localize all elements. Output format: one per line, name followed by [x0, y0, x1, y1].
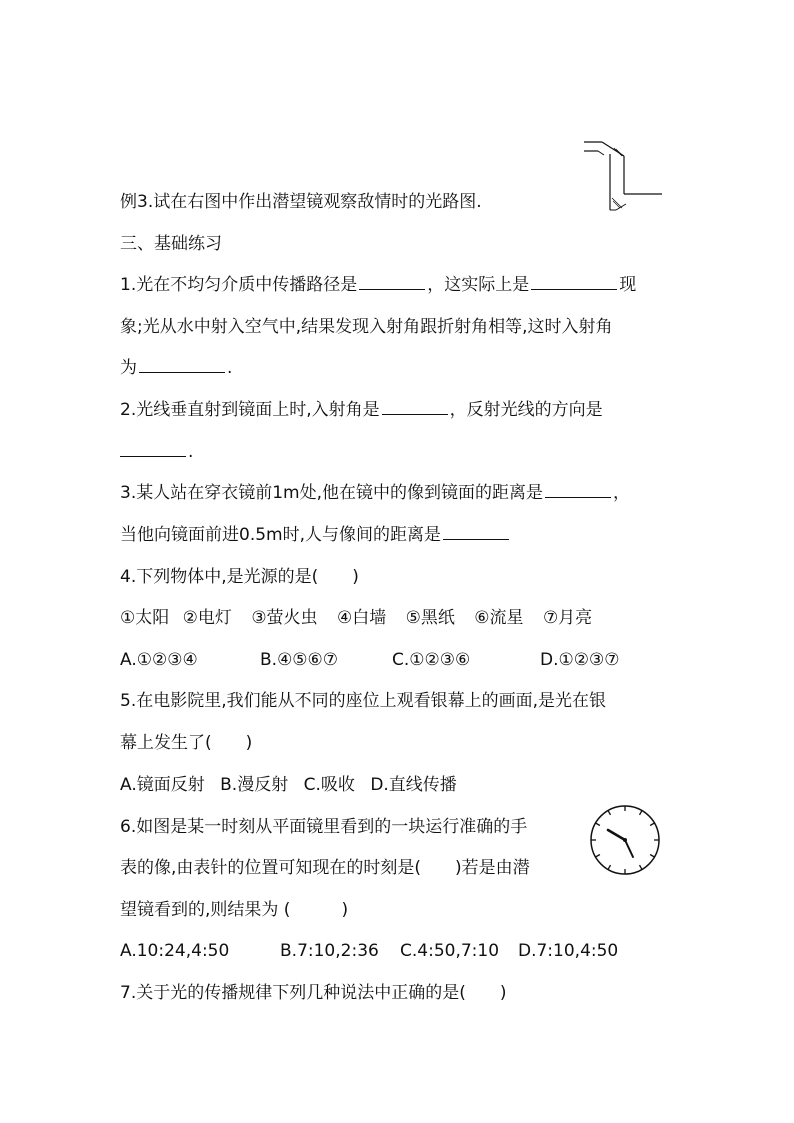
q3-text-2: ，	[613, 483, 630, 503]
q6-line-1: 6.如图是某一时刻从平面镜里看到的一块运行准确的手	[120, 817, 528, 837]
q2-text-3: .	[188, 442, 194, 462]
q3-text-1: 3.某人站在穿衣镜前1m处,他在镜中的像到镜面的距离是	[120, 483, 543, 503]
q1-line-3	[120, 357, 232, 379]
clock-tick	[650, 855, 654, 858]
q4-items	[120, 607, 592, 629]
clock-tick	[596, 823, 600, 826]
q1-blank-1[interactable]	[359, 274, 425, 290]
q1-text-3: 现	[619, 275, 637, 295]
q6-option-d[interactable]: D.7:10,4:50	[518, 941, 619, 961]
clock-icon	[588, 803, 662, 877]
q1-line-2: 象;光从水中射入空气中,结果发现入射角跟折射角相等,这时入射角	[120, 317, 613, 337]
q2-text-1: 2.光线垂直射到镜面上时,入射角是	[120, 400, 380, 420]
q5-option-c[interactable]: C.吸收	[303, 775, 355, 795]
q1-text-1: 1.光在不均匀介质中传播路径是	[120, 275, 358, 295]
q1-blank-2[interactable]	[531, 274, 617, 290]
q4-item: ①太阳	[120, 608, 170, 628]
q5-option-d[interactable]: D.直线传播	[370, 775, 457, 795]
q4-item: ⑥流星	[474, 608, 524, 628]
q7-line-1: 7.关于光的传播规律下列几种说法中正确的是( )	[120, 983, 507, 1003]
q3-blank-2[interactable]	[443, 524, 509, 540]
q2-text-2: ，反射光线的方向是	[449, 400, 603, 420]
q5-line-1: 5.在电影院里,我们能从不同的座位上观看银幕上的画面,是光在银	[120, 691, 607, 711]
q4-item: ③萤火虫	[251, 608, 318, 628]
q4-item: ②电灯	[182, 608, 232, 628]
periscope-figure	[582, 140, 664, 214]
q5-option-a[interactable]: A.镜面反射	[120, 775, 205, 795]
q6-line-3: 望镜看到的,则结果为 ( )	[120, 900, 349, 920]
q5-option-b[interactable]: B.漫反射	[220, 775, 289, 795]
q4-item: ⑦月亮	[542, 608, 593, 628]
q1-blank-3[interactable]	[139, 357, 225, 373]
section-heading: 三、基础练习	[120, 234, 222, 254]
q3-text-3: 当他向镜面前进0.5m时,人与像间的距离是	[120, 525, 441, 545]
q1-text-4: 为	[120, 358, 137, 378]
q4-option-a[interactable]: A.①②③④	[120, 650, 198, 670]
clock-tick	[650, 823, 654, 826]
q6-option-b[interactable]: B.7:10,2:36	[280, 941, 379, 961]
clock-tick	[596, 855, 600, 858]
q4-item: ④白墙	[336, 608, 387, 628]
q5-line-2: 幕上发生了( )	[120, 733, 253, 753]
q5-options	[120, 774, 457, 796]
q2-blank-2[interactable]	[120, 441, 186, 457]
q1-text-2: ，这实际上是	[427, 275, 530, 295]
clock-tick	[608, 865, 611, 869]
clock-tick	[608, 811, 611, 815]
q4-item: ⑤黑纸	[405, 608, 455, 628]
clock-tick	[640, 811, 643, 815]
q1-text-5: .	[227, 358, 233, 378]
q2-line-2	[120, 441, 193, 463]
q3-line-1	[120, 482, 630, 504]
q4-option-d[interactable]: D.①②③⑦	[540, 650, 620, 670]
q4-question: 4.下列物体中,是光源的是( )	[120, 567, 359, 587]
q3-blank-1[interactable]	[545, 482, 611, 498]
clock-tick	[640, 865, 643, 869]
q1-line-1	[120, 274, 636, 296]
q2-blank-1[interactable]	[382, 399, 448, 415]
example-3: 例3.试在右图中作出潜望镜观察敌情时的光路图.	[120, 192, 482, 212]
q6-line-2: 表的像,由表针的位置可知现在的时刻是( )若是由潜	[120, 858, 530, 878]
q3-line-2	[120, 524, 511, 546]
q6-option-c[interactable]: C.4:50,7:10	[400, 941, 500, 961]
q4-option-c[interactable]: C.①②③⑥	[392, 650, 471, 670]
q4-option-b[interactable]: B.④⑤⑥⑦	[260, 650, 339, 670]
q2-line-1	[120, 399, 603, 421]
q6-option-a[interactable]: A.10:24,4:50	[120, 941, 230, 961]
